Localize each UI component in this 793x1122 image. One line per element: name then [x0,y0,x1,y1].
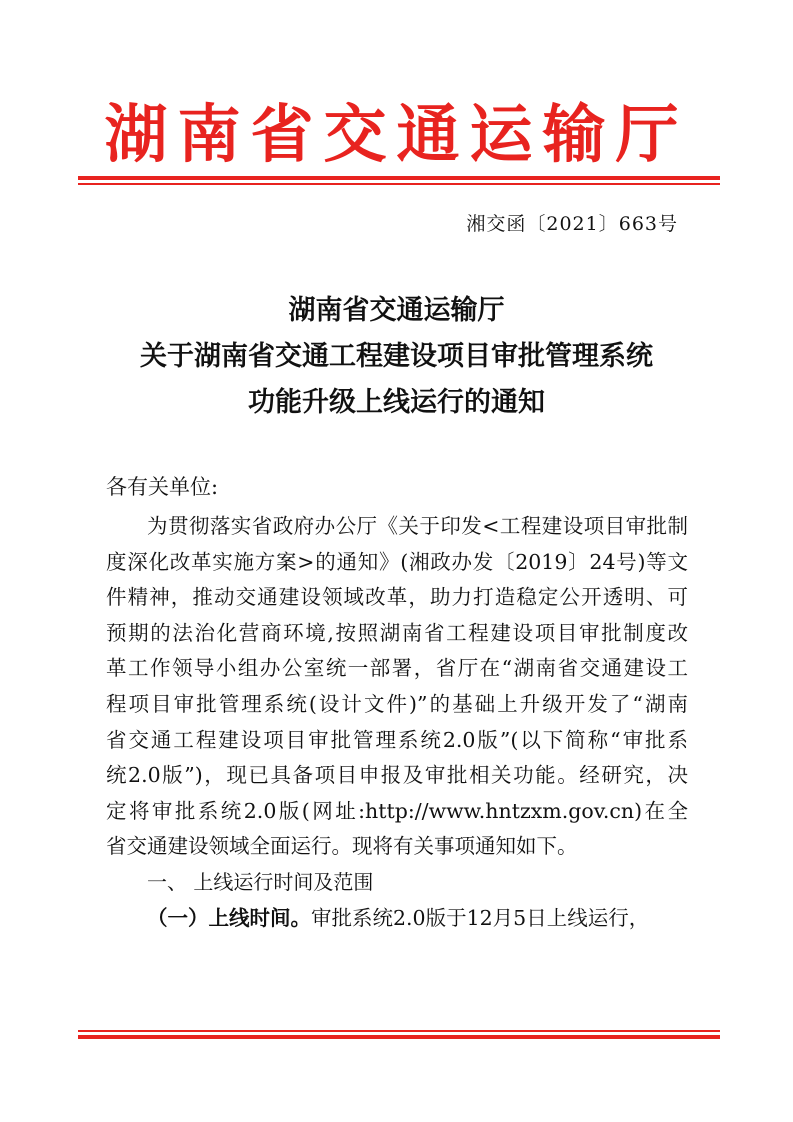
title-line-3: 功能升级上线运行的通知 [248,387,545,418]
masthead-rule-thick [78,176,720,180]
item-label: （一）上线时间。 [147,905,311,930]
item-text: 审批系统2.0版于12月5日上线运行， [311,905,650,930]
body-line: 件精神，推动交通建设领域改革，助力打造稳定公开透明、可 [106,585,688,610]
body-line: 定将审批系统2.0版(网址:http://www.hntzxm.gov.cn)在全 [106,798,688,823]
body-line: 程项目审批管理系统(设计文件)”的基础上升级开发了“湖南 [106,691,688,716]
masthead-rule-thin [78,183,720,185]
document-body [106,509,688,936]
document-title [0,288,793,426]
item-paragraph [106,901,688,937]
masthead-title: 湖南省交通运输厅 [104,97,689,171]
body-line: 省交通建设领域全面运行。现将有关事项通知如下。 [106,834,578,859]
body-line: 统2.0版”)，现已具备项目申报及审批相关功能。经研究，决 [106,763,688,788]
section-heading: 一、 上线运行时间及范围 [147,869,374,894]
body-line: 预期的法治化营商环境,按照湖南省工程建设项目审批制度改 [106,620,688,645]
salutation: 各有关单位: [106,475,219,499]
footer-rule-thick [78,1035,720,1039]
body-line: 为贯彻落实省政府办公厅《关于印发<工程建设项目审批制 [147,514,688,538]
footer-rule-thin [78,1030,720,1032]
title-line-2: 关于湖南省交通工程建设项目审批管理系统 [140,341,653,372]
body-line: 革工作领导小组办公室统一部署，省厅在“湖南省交通建设工 [106,656,688,681]
document-number: 湘交函〔2021〕663号 [466,213,678,235]
body-line: 度深化改革实施方案>的通知》(湘政办发〔2019〕24号)等文 [106,549,688,574]
title-line-1: 湖南省交通运输厅 [288,295,505,326]
body-line: 省交通工程建设项目审批管理系统2.0版”(以下简称“审批系 [106,727,688,752]
